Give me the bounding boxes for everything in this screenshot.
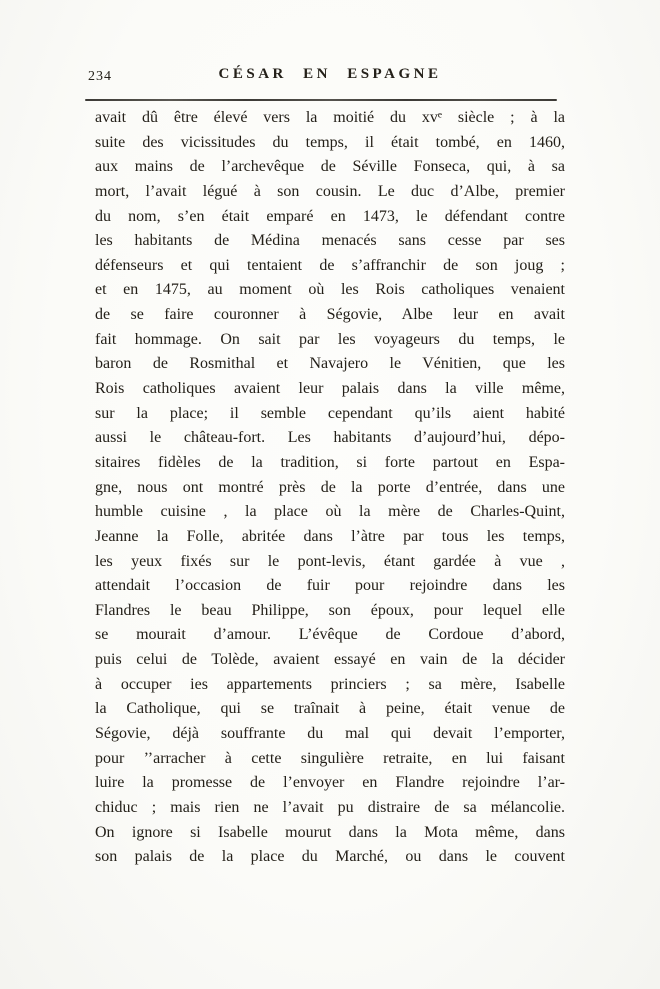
text-line: Flandres le beau Philippe, son époux, pour lequel elle: [95, 601, 565, 619]
text-line: chiduc ; mais rien ne l’avait pu distraire de sa mélancolie.: [95, 798, 565, 816]
text-line: gne, nous ont montré près de la porte d’entrée, dans une: [95, 478, 565, 496]
text-line: humble cuisine , la place où la mère de Charles-Quint,: [95, 503, 565, 521]
header-rule: [85, 99, 557, 101]
text-line: avait dû être élevé vers la moitié du xvᵉ siècle ; à la: [95, 109, 565, 126]
text-line: baron de Rosmithal et Navajero le Vénitien, que les: [95, 355, 565, 373]
text-line: et en 1475, au moment où les Rois catholiques venaient: [95, 281, 565, 299]
text-line: Rois catholiques avaient leur palais dans la ville même,: [95, 380, 565, 398]
text-line: suite des vicissitudes du temps, il était tombé, en 1460,: [95, 133, 565, 151]
text-line: Jeanne la Folle, abritée dans l’àtre par tous les temps,: [95, 527, 565, 545]
page-body: [95, 106, 565, 870]
text-line: la Catholique, qui se traînait à peine, était venue de: [95, 700, 565, 718]
text-line: aux mains de l’archevêque de Séville Fonseca, qui, à sa: [95, 158, 565, 176]
text-line: du nom, s’en était emparé en 1473, le défendant contre: [95, 207, 565, 225]
text-line: fait hommage. On sait par les voyageurs du temps, le: [95, 330, 565, 348]
text-line: puis celui de Tolède, avaient essayé en vain de la décider: [95, 651, 565, 669]
text-line: pour ’’arracher à cette singulière retraite, en lui faisant: [95, 749, 565, 767]
text-line: défenseurs et qui tentaient de s’affranchir de son joug ;: [95, 256, 565, 274]
text-line: mort, l’avait légué à son cousin. Le duc d’Albe, premier: [95, 182, 565, 200]
text-line: attendait l’occasion de fuir pour rejoindre dans les: [95, 577, 565, 595]
text-line: de se faire couronner à Ségovie, Albe leur en avait: [95, 306, 565, 324]
text-line: Ségovie, déjà souffrante du mal qui devait l’emporter,: [95, 725, 565, 743]
text-line: sitaires fidèles de la tradition, si forte partout en Espa-: [95, 453, 565, 471]
text-line: les habitants de Médina menacés sans cesse par ses: [95, 232, 565, 250]
text-line: à occuper ies appartements princiers ; sa mère, Isabelle: [95, 675, 565, 693]
text-line: On ignore si Isabelle mourut dans la Mota même, dans: [95, 823, 565, 841]
text-line: se mourait d’amour. L’évêque de Cordoue d’abord,: [95, 626, 565, 644]
text-line: sur la place; il semble cependant qu’ils aient habité: [95, 404, 565, 422]
page-header: [0, 66, 660, 88]
text-line: aussi le château-fort. Les habitants d’aujourd’hui, dépo-: [95, 429, 565, 447]
running-title: CÉSAR EN ESPAGNE: [218, 66, 442, 82]
text-line: les yeux fixés sur le pont-levis, étant gardée à vue ,: [95, 552, 565, 570]
text-line: son palais de la place du Marché, ou dans le couvent: [95, 848, 565, 866]
text-line: luire la promesse de l’envoyer en Flandre rejoindre l’ar-: [95, 774, 565, 792]
page-number: 234: [88, 69, 112, 84]
